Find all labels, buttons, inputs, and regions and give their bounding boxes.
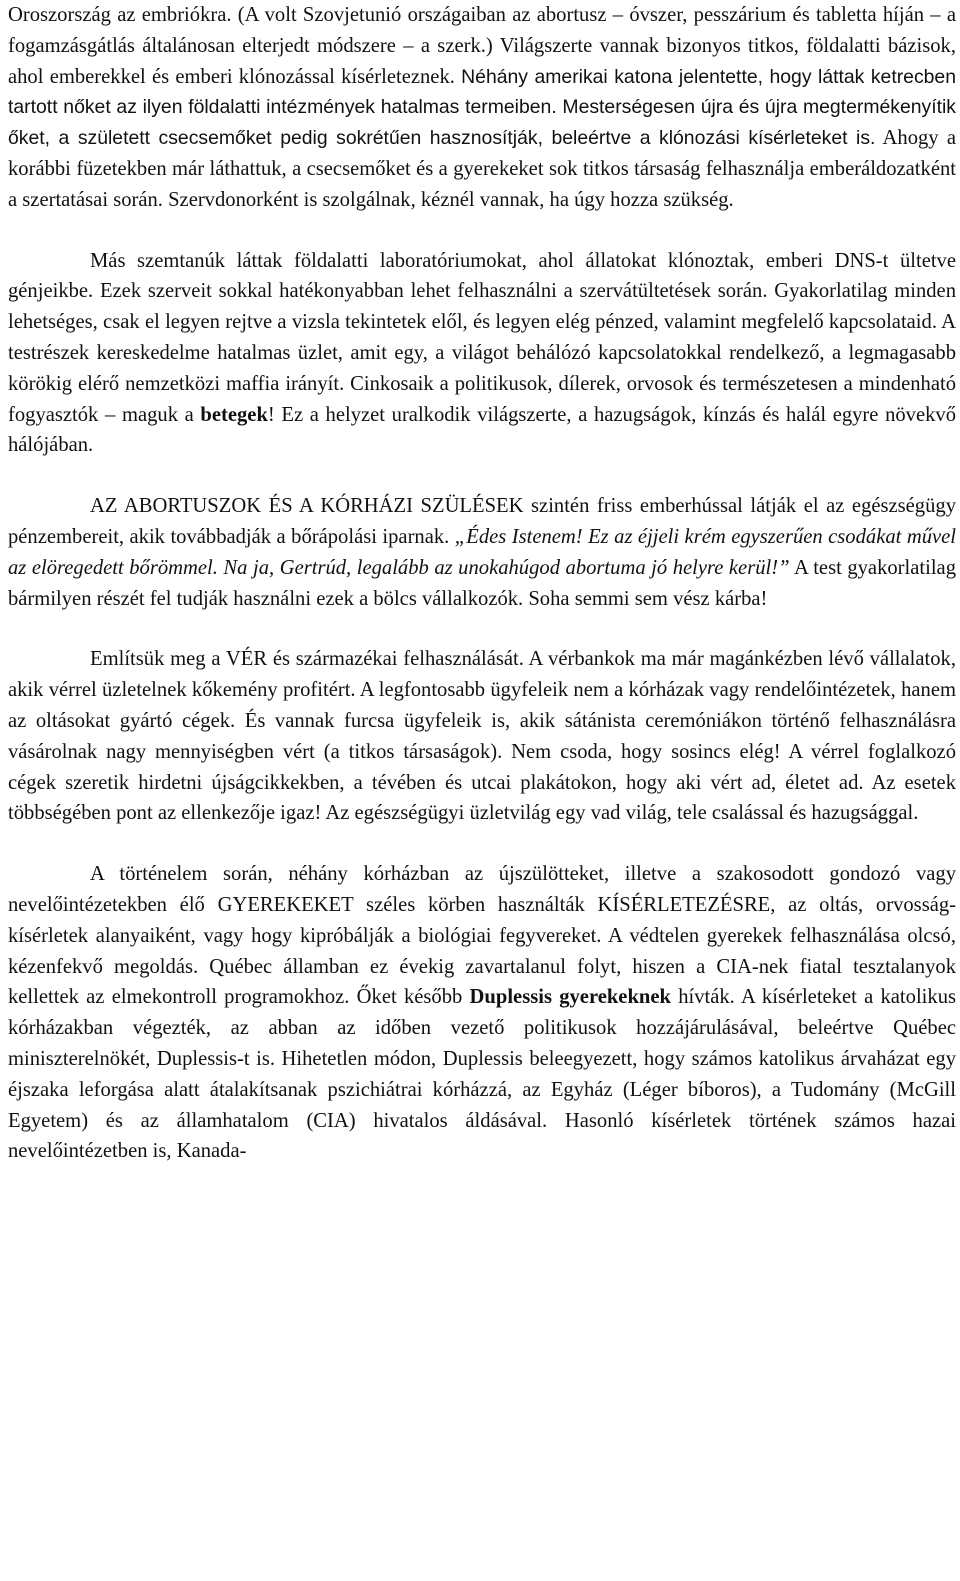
paragraph-5-text-a: A történelem során, néhány kórházban az újszülötteket, illetve a szakosodott gondozó vagy nevelőintézetekben élő GYEREKEKET széles körben használták KÍSÉRLETEZÉSRE, az oltás, orvosság-kísérletek alanyaiként, vagy hogy kipróbálják a biológiai fegyvereket. A védtelen gyerekek felhasználása olcsó, kézenfekvő megoldás. Québec államban ez évekig zavartalanul folyt, hiszen a CIA-nek fiatal tesztalanyok kellettek az elmekontroll programokhoz. Őket később: [8, 863, 956, 1009]
document-page: [8, 0, 956, 1167]
paragraph-3-italic-quote: „Édes Istenem! Ez az éjjeli krém egyszerűen csodákat művel az elöregedett bőrömmel. Na ja, Gertrúd, legalább az unokahúgod abortuma jó helyre kerül!”: [8, 525, 956, 579]
paragraph-5-text-b: hívták. A kísérleteket a katolikus kórházakban végezték, az abban az időben vezető politikusok hozzájárulásával, beleértve Québec miniszterelnökét, Duplessis-t is. Hihetetlen módon, Duplessis beleegyezett, hogy számos katolikus árvaházat egy éjszaka leforgása alatt átalakítsanak pszichiátrai kórházzá, az Egyház (Léger bíboros), a Tudomány (McGill Egyetem) és az államhatalom (CIA) hivatalos áldásával. Hasonló kísérletek történek számos hazai nevelőintézetben is, Kanada-: [8, 986, 956, 1163]
paragraph-1-text-c: Ahogy a korábbi füzetekben már láthattuk, a csecsemőket és a gyerekeket sok titkos társaság felhasználja emberáldozatként a szertatásai során. Szervdonorként is szolgálnak, kéznél vannak, ha úgy hozza szükség.: [8, 127, 956, 211]
paragraph-1-text-a: Oroszország az embriókra. (A volt Szovjetunió országaiban az abortusz – óvszer, pesszárium és tabletta híján – a fogamzásgátlás általánosan elterjedt módszere – a szerk.) Világszerte vannak bizonyos titkos, földalatti bázisok, ahol emberekkel és emberi klónozással kísérleteznek.: [8, 4, 956, 88]
paragraph-2-text-a: Más szemtanúk láttak földalatti laboratóriumokat, ahol állatokat klónoztak, emberi DNS-t ültetve génjeikbe. Ezek szerveit sokkal hatékonyabban lehet felhasználni a szervátültetések során. Gyakorlatilag minden lehetséges, csak el legyen rejtve a vizsla tekintetek elől, és legyen elég pénzed, valamint megfelelő kapcsolataid. A testrészek kereskedelme hatalmas üzlet, amit egy, a világot behálózó kapcsolatokkal rendelkező, a legmagasabb körökig elérő nemzetközi maffia irányít. Cinkosaik a politikusok, dílerek, orvosok és természetesen a mindenható fogyasztók – maguk a: [8, 249, 956, 426]
paragraph-gap: [8, 829, 956, 859]
paragraph-1-text-b: Néhány amerikai katona jelentette, hogy láttak ketrecben tartott nőket az ilyen földalatti intézmények hatalmas termeiben. Mesterségesen újra és újra megtermékenyítik őket, a született csecsemőket pedig sokrétűen hasznosítják, beleértve a klónozási kísérleteket is.: [8, 65, 956, 150]
paragraph-embryo-experiments: [8, 0, 956, 216]
paragraph-blood: [8, 644, 956, 829]
paragraph-underground-labs: [8, 246, 956, 462]
paragraph-children-experiments: [8, 859, 956, 1167]
paragraph-2-text-b: ! Ez a helyzet uralkodik világszerte, a hazugságok, kínzás és halál egyre növekvő hálójában.: [8, 403, 956, 457]
paragraph-3-text-b: A test gyakorlatilag bármilyen részét fel tudják használni ezek a bölcs vállalkozók. Soha semmi sem vész kárba!: [8, 556, 956, 610]
paragraph-gap: [8, 461, 956, 491]
paragraph-2-bold: betegek: [200, 403, 268, 426]
paragraph-4-text: Említsük meg a VÉR és származékai felhasználását. A vérbankok ma már magánkézben lévő vállalatok, akik vérrel üzletelnek kőkemény profitért. A legfontosabb ügyfeleik nem a kórházak vagy rendelőintézetek, hanem az oltásokat gyártó cégek. És vannak furcsa ügyfeleik is, akik sátánista ceremóniákon történő felhasználásra vásárolnak nagy mennyiségben vért (a titkos társaságok). Nem csoda, hogy sosincs elég! A vérrel foglalkozó cégek szeretik hirdetni újságcikkekben, a tévében és utcai plakátokon, hogy aki vért ad, életet ad. Az esetek többségében pont az ellenkezője igaz! Az egészségügyi üzletvilág egy vad világ, tele csalással és hazugsággal.: [8, 648, 956, 825]
paragraph-3-text-a: AZ ABORTUSZOK ÉS A KÓRHÁZI SZÜLÉSEK szintén friss emberhússal látják el az egészségügy pénzembereit, akik továbbadják a bőrápolási iparnak.: [8, 495, 956, 548]
paragraph-abortions: [8, 491, 956, 614]
paragraph-5-bold: Duplessis gyerekeknek: [469, 986, 671, 1009]
paragraph-gap: [8, 614, 956, 644]
paragraph-gap: [8, 216, 956, 246]
